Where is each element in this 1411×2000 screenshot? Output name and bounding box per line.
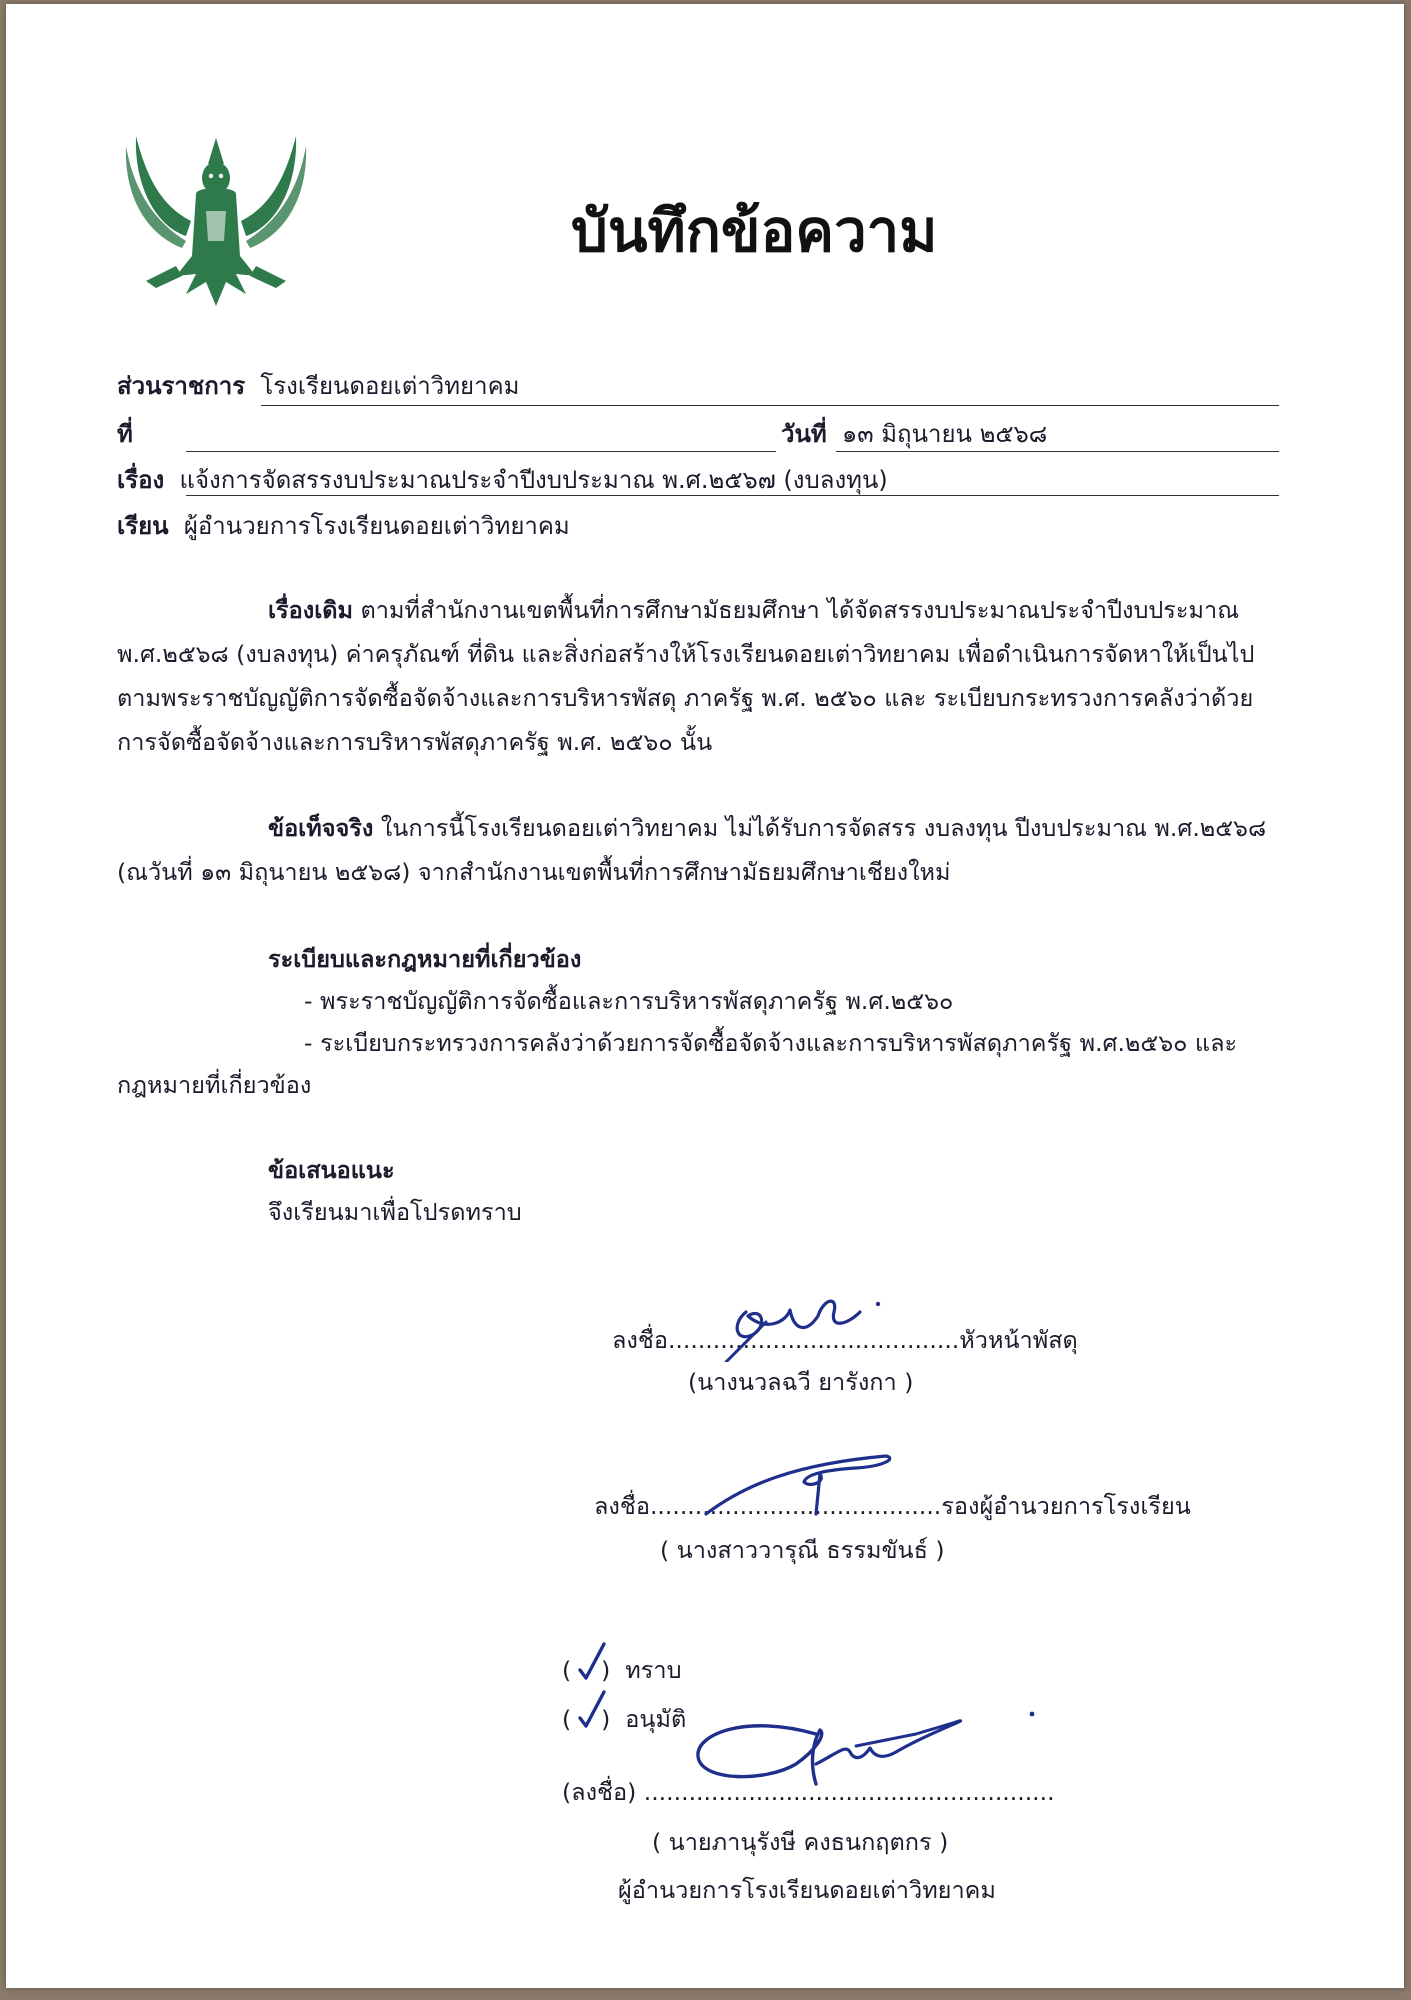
background-line-3: ตามพระราชบัญญัติการจัดซื้อจัดจ้างและการบริหารพัสดุ ภาครัฐ พ.ศ. ๒๕๖๐ และ ระเบียบกระทรวงการคลังว่าด้วย	[117, 684, 1254, 712]
signature-1-line: ลงชื่อ.......................................หัวหน้าพัสดุ	[612, 1326, 1078, 1354]
garuda-emblem-icon	[116, 116, 316, 316]
acknowledge-row: ( ) ทราบ	[562, 1656, 682, 1684]
date-label: วันที่	[781, 420, 827, 448]
signature-3-name: ( นายภานุรังษี คงธนกฤตกร )	[652, 1828, 949, 1856]
suggestion-line: จึงเรียนมาเพื่อโปรดทราบ	[268, 1198, 522, 1226]
background-heading: เรื่องเดิม	[268, 596, 354, 624]
signature-3-line: (ลงชื่อ) .......................................................	[562, 1778, 1055, 1806]
facts-heading: ข้อเท็จจริง	[268, 814, 374, 842]
date-rule	[836, 451, 1279, 452]
facts-line-2: (ณวันที่ ๑๓ มิถุนายน ๒๕๖๘) จากสำนักงานเขตพื้นที่การศึกษามัธยมศึกษาเชียงใหม่	[117, 858, 951, 886]
signature-1-icon	[706, 1272, 906, 1362]
to-row	[117, 506, 570, 545]
page-title: บันทึกข้อความ	[571, 197, 938, 265]
signature-2-name: ( นางสาววารุณี ธรรมขันธ์ )	[660, 1536, 945, 1564]
to-label: เรียน	[117, 512, 169, 540]
subject-label: เรื่อง	[117, 466, 165, 494]
ref-rule	[186, 451, 776, 452]
date-row	[781, 414, 1047, 453]
background-line-4: การจัดซื้อจัดจ้างและการบริหารพัสดุภาครัฐ พ.ศ. ๒๕๖๐ นั้น	[117, 728, 713, 756]
agency-rule	[261, 405, 1279, 406]
acknowledge-label: ทราบ	[625, 1656, 682, 1684]
regulations-heading: ระเบียบและกฎหมายที่เกี่ยวข้อง	[268, 945, 582, 973]
approve-check-icon[interactable]	[574, 1688, 614, 1732]
signature-1-name: (นางนวลฉวี ยารังกา )	[688, 1368, 914, 1396]
agency-label: ส่วนราชการ	[117, 372, 246, 400]
subject-rule	[186, 495, 1279, 496]
agency-value: โรงเรียนดอยเต่าวิทยาคม	[260, 372, 520, 400]
acknowledge-check-icon[interactable]	[574, 1640, 614, 1684]
facts-line-1: ข้อเท็จจริง ในการนี้โรงเรียนดอยเต่าวิทยาคม ไม่ได้รับการจัดสรร งบลงทุน ปีงบประมาณ พ.ศ.๒๕๖๘	[268, 814, 1267, 842]
subject-row	[117, 460, 888, 499]
background-line-1: เรื่องเดิม ตามที่สำนักงานเขตพื้นที่การศึกษามัธยมศึกษา ได้จัดสรรงบประมาณประจำปีงบประมาณ	[268, 596, 1240, 624]
signature-3-icon	[686, 1694, 1046, 1804]
regulation-item-2-cont: กฎหมายที่เกี่ยวข้อง	[117, 1071, 312, 1099]
to-value: ผู้อำนวยการโรงเรียนดอยเต่าวิทยาคม	[183, 512, 570, 540]
date-value: ๑๓ มิถุนายน ๒๕๖๘	[841, 420, 1048, 448]
signature-2-icon	[686, 1444, 906, 1534]
agency-row	[117, 366, 519, 405]
ref-label: ที่	[117, 420, 133, 448]
approve-row: ( ) อนุมัติ	[562, 1705, 687, 1733]
regulation-item-1: - พระราชบัญญัติการจัดซื้อและการบริหารพัสดุภาครัฐ พ.ศ.๒๕๖๐	[304, 987, 954, 1015]
subject-value: แจ้งการจัดสรรงบประมาณประจำปีงบประมาณ พ.ศ.๒๕๖๗ (งบลงทุน)	[179, 466, 888, 494]
signature-2-line: ลงชื่อ.......................................รองผู้อำนวยการโรงเรียน	[594, 1492, 1191, 1520]
memo-page	[6, 4, 1404, 1988]
background-line-2: พ.ศ.๒๕๖๘ (งบลงทุน) ค่าครุภัณฑ์ ที่ดิน และสิ่งก่อสร้างให้โรงเรียนดอยเต่าวิทยาคม เพื่อดำเนินการจัดหาให้เป็นไป	[117, 640, 1255, 668]
regulation-item-2: - ระเบียบกระทรวงการคลังว่าด้วยการจัดซื้อจัดจ้างและการบริหารพัสดุภาครัฐ พ.ศ.๒๕๖๐ และ	[304, 1029, 1238, 1057]
approve-label: อนุมัติ	[625, 1705, 687, 1733]
signature-3-position: ผู้อำนวยการโรงเรียนดอยเต่าวิทยาคม	[618, 1876, 996, 1904]
suggestion-heading: ข้อเสนอแนะ	[268, 1156, 395, 1184]
